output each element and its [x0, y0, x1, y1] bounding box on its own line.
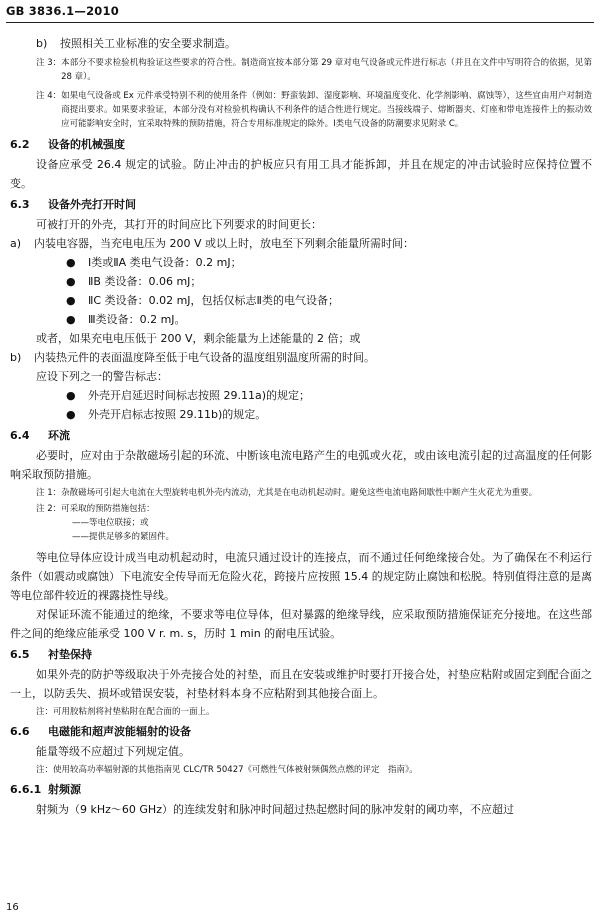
paragraph: 或者，如果充电电压低于 200 V，剩余能量为上述能量的 2 倍；或 [36, 332, 361, 345]
section-heading-6-4: 6.4 环流 [10, 429, 70, 442]
bullet-item: ● 外壳开启延迟时间标志按照 29.11a)的规定； [10, 386, 592, 405]
document-id: GB 3836.1—2010 [6, 4, 119, 18]
note: 注：可用胶粘剂将衬垫粘附在配合面的一面上。 [36, 707, 215, 717]
paragraph: 可被打开的外壳，其打开的时间应比下列要求的时间更长： [36, 218, 322, 231]
page-number: 16 [6, 902, 19, 913]
bullet-item: ● ⅡC 类设备：0.02 mJ，包括仅标志Ⅱ类的电气设备； [10, 291, 592, 310]
bullet-dot-icon: ● [66, 408, 76, 421]
paragraph: 必要时，应对由于杂散磁场引起的环流、中断该电流电路产生的电弧或火花，或由该电流引起的过高温度的任何影响采取预防措施。 [10, 449, 592, 481]
bullet-item: ● 外壳开启标志按照 29.11b)的规定。 [10, 405, 592, 424]
list-item-a: a) 内装电容器，当充电电压为 200 V 或以上时，放电至下列剩余能量所需时间： [10, 237, 415, 250]
paragraph: 设备应承受 26.4 规定的试验。防止冲击的护板应只有用工具才能拆卸，并且在规定的冲击试验时应保持位置不变。 [10, 158, 592, 190]
section-heading-6-6-1: 6.6.1 射频源 [10, 783, 81, 796]
note-text: 本部分不要求检验机构验证这些要求的符合性。制造商宜按本部分第 29 章对电气设备或元件进行标志（并且在文件中写明符合的依据，见第 28 章）。 [61, 58, 592, 82]
bullet-dot-icon: ● [66, 389, 76, 402]
bullet-item: ● ⅡB 类设备：0.06 mJ； [10, 272, 592, 291]
header-rule [6, 22, 594, 23]
paragraph: 射频为（9 kHz～60 GHz）的连续发射和脉冲时间超过热起燃时间的脉冲发射的阈功率，不应超过 [36, 803, 514, 816]
paragraph: 应设下列之一的警告标志： [36, 370, 168, 383]
bullet-dot-icon: ● [66, 313, 76, 326]
section-heading-6-2: 6.2 设备的机械强度 [10, 138, 125, 151]
bullet-dot-icon: ● [66, 275, 76, 288]
note-list-item: ——提供足够多的紧固件。 [72, 532, 175, 542]
paragraph: 等电位导体应设计成当电动机起动时，电流只通过设计的连接点，而不通过任何绝缘接合处。为了确保在不利运行条件（如震动或腐蚀）下电流安全传导而无危险火花，跨接片应按照 15.4 的规定防止腐蚀和松脱。特别值得注意的是离等电位部件较近的裸露挠性导线。 [10, 551, 592, 602]
note-text: 如果电气设备或 Ex 元件承受特别不利的使用条件（例如：野蛮装卸、湿度影响、环境温度变化、化学剂影响、腐蚀等），这些宜由用户对制造商提出要求。如果要求验证，本部分没有对检验机构确认不利条件的适合性进行规定。当接线端子、熔断器夹、灯座和带电连接件上的振动效应可能影响安全时，宜采取特殊的预防措施，符合专用标准规定的除外。Ⅰ类电气设备的防潮要求见附录 C。 [61, 91, 592, 129]
note: 注：使用较高功率辐射源的其他指南见 CLC/TR 50427《可燃性气体被射频偶然点燃的评定 指南》。 [36, 765, 418, 775]
bullet-item: ● Ⅰ类或ⅡA 类电气设备：0.2 mJ； [10, 253, 592, 272]
bullet-item: ● Ⅲ类设备：0.2 mJ。 [10, 310, 592, 329]
section-heading-6-3: 6.3 设备外壳打开时间 [10, 198, 136, 211]
note-1: 注 1： 杂散磁场可引起大电流在大型旋转电机外壳内流动，尤其是在电动机起动时。避免这些电流电路间歇性中断产生火花尤为重要。 [36, 488, 538, 498]
item-label: b) [36, 37, 48, 50]
bullet-dot-icon: ● [66, 294, 76, 307]
note-label: 注 3： [36, 58, 62, 68]
note-3 [10, 56, 592, 84]
list-item-b [10, 34, 592, 53]
paragraph: 能量等级不应超过下列规定值。 [36, 745, 190, 758]
paragraph: 对保证环流不能通过的绝缘，不要求等电位导体，但对暴露的绝缘导线，应采取预防措施保证充分接地。在这些部件之间的绝缘应能承受 100 V r. m. s，历时 1 min 的耐电压试验。 [10, 608, 592, 640]
note-2: 注 2： 可采取的预防措施包括： [36, 504, 155, 514]
bullet-dot-icon: ● [66, 256, 76, 269]
document-body [10, 34, 592, 819]
item-text: 按照相关工业标准的安全要求制造。 [60, 37, 236, 50]
note-4 [10, 89, 592, 131]
section-heading-6-5: 6.5 衬垫保持 [10, 648, 92, 661]
note-label: 注 4： [36, 91, 62, 101]
paragraph: 如果外壳的防护等级取决于外壳接合处的衬垫，而且在安装或维护时要打开接合处，衬垫应粘附或固定到配合面之一上，以防丢失、损坏或错误安装，衬垫材料本身不应粘附到其他接合面上。 [10, 668, 592, 700]
note-list-item: ——等电位联接；或 [72, 518, 149, 528]
section-heading-6-6: 6.6 电磁能和超声波能辐射的设备 [10, 725, 191, 738]
list-item-b: b) 内装热元件的表面温度降至低于电气设备的温度组别温度所需的时间。 [10, 351, 375, 364]
